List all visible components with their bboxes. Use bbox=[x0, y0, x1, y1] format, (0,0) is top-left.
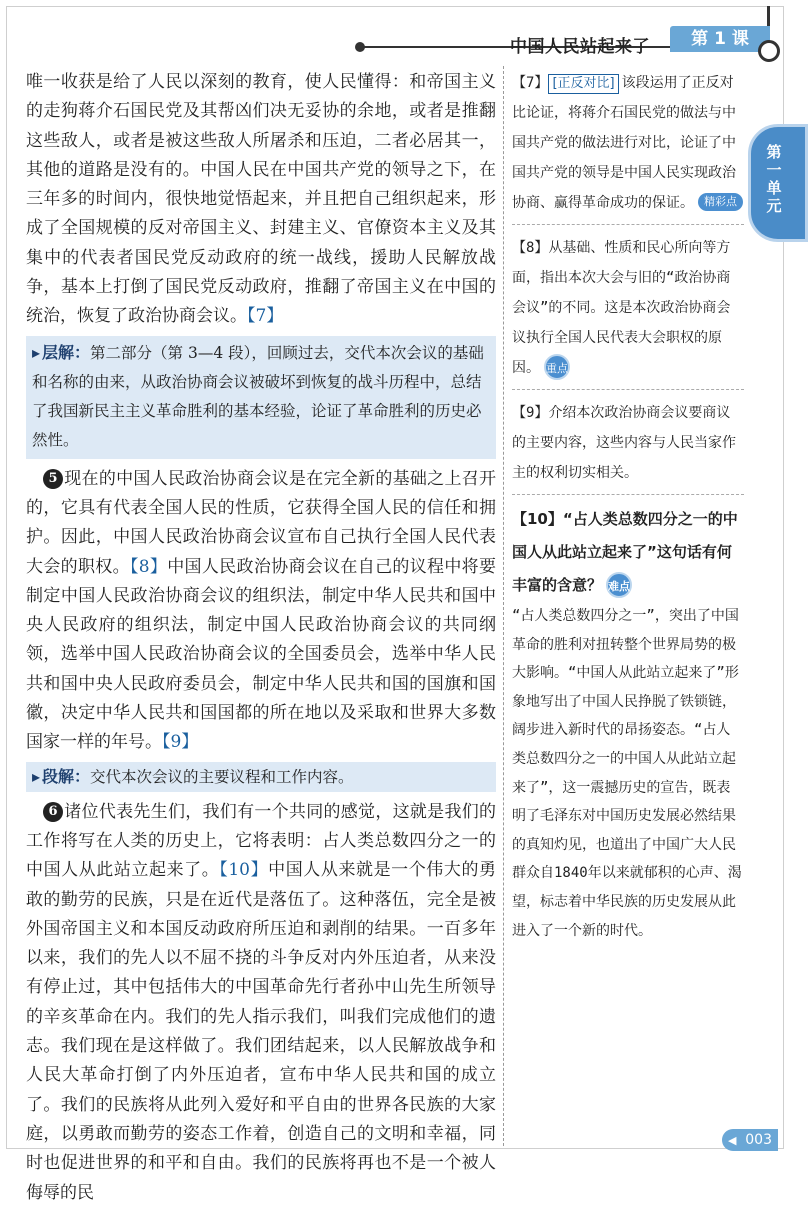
paragraph-number-6: 6 bbox=[43, 802, 63, 822]
note-question-10: 【10】“占人类总数四分之一的中国人从此站立起来了”这句话有何丰富的含意？ 难点 bbox=[512, 503, 744, 602]
paragraph-analysis-label: ▸ 段解： bbox=[32, 767, 90, 786]
side-note-9: 【9】介绍本次政治协商会议要商议的主要内容，这些内容与人民当家作主的权利切实相关。 bbox=[512, 398, 744, 495]
note-number-8: 【8】 bbox=[512, 240, 549, 256]
annotation-mark-9[interactable]: 【9】 bbox=[162, 732, 199, 753]
side-note-10 bbox=[512, 503, 744, 951]
difficulty-badge-icon: 难点 bbox=[606, 572, 632, 598]
note-number-7: 【7】 bbox=[512, 75, 549, 91]
bookmark-ring-icon bbox=[758, 40, 780, 62]
paragraph-4-continued: 唯一收获是给了人民以深刻的教育，使人民懂得：和帝国主义的走狗蒋介石国民党及其帮凶们决无妥协的余地，或者是推翻这些敌人，或者是被这些敌人所屠杀和压迫，二者必居其一，其他的道路是没有的。中国人民在中国共产党的领导之下，在三年多的时间内，很快地觉悟起来，并且把自己组织起来，形成了全国规模的反对帝国主义、封建主义、官僚资本主义及其集中的代表者国民党反动政府的统一战线，援助人民解放战争，基本上打倒了国民党反动政府，推翻了帝国主义在中国的统治，恢复了政治协商会议。【7】 bbox=[26, 72, 496, 327]
header-dot bbox=[355, 42, 365, 52]
paragraph-analysis-box bbox=[26, 762, 496, 792]
page-title: 中国人民站起来了 bbox=[510, 37, 650, 57]
paragraph-6: 6 诸位代表先生们，我们有一个共同的感觉，这就是我们的工作将写在人类的历史上，它将表明：占人类总数四分之一的中国人从此站立起来了。【10】中国人从来就是一个伟大的勇敢的勤劳的民族，只是在近代是落伍了。这种落伍，完全是被外国帝国主义和本国反动政府所压迫和剥削的结果。一百多年以来，我们的先人以不屈不挠的斗争反对内外压迫者，从来没有停止过，其中包括伟大的中国革命先行者孙中山先生所领导的辛亥革命在内。我们的先人指示我们，叫我们完成他们的遗志。我们现在是这样做了。我们团结起来，以人民解放战争和人民大革命打倒了内外压迫者，宣布中华人民共和国的成立了。我们的民族将从此列入爱好和平自由的世界各民族的大家庭，以勇敢而勤劳的姿态工作着，创造自己的文明和幸福，同时也促进世界的和平和自由。我们的民族将再也不是一个被人侮辱的民 bbox=[26, 801, 497, 1203]
main-text-column bbox=[26, 68, 496, 1208]
unit-tab[interactable] bbox=[748, 124, 808, 242]
annotation-mark-8[interactable]: 【8】 bbox=[129, 556, 168, 577]
column-divider bbox=[503, 66, 504, 1146]
key-point-badge-icon: 重点 bbox=[544, 354, 570, 380]
paragraph-analysis-text: 交代本次会议的主要议程和工作内容。 bbox=[90, 767, 354, 786]
section-analysis-text: 第二部分（第 3—4 段），回顾过去，交代本次会议的基础和名称的由来，从政治协商会议被破坏到恢复的战斗历程中，总结了我国新民主主义革命胜利的基本经验，论证了革命胜利的历史必然性。 bbox=[32, 343, 484, 449]
annotation-mark-10[interactable]: 【10】 bbox=[219, 860, 269, 881]
note-answer-10: “占人类总数四分之一”，突出了中国革命的胜利对扭转整个世界局势的极大影响。“中国人从此站立起来了”形象地写出了中国人民挣脱了铁锁链，阔步进入新时代的昂扬姿态。“占人类总数四分之一的中国人从此站立起来了”，这一震撼历史的宣告，既表明了毛泽东对中国历史发展必然结果的真知灼见，也道出了中国广大人民群众自1840年以来就郁积的心声、渴望，标志着中华民族的历史发展从此进入了一个新的时代。 bbox=[512, 608, 742, 939]
note-tag-contrast: [正反对比] bbox=[548, 74, 618, 94]
side-note-7: 【7】 [正反对比] 该段运用了正反对比论证，将蒋介石国民党的做法与中国共产党的做法进行对比，论证了中国共产党的领导是中国人民实现政治协商、赢得革命成功的保证。 精彩点 bbox=[512, 68, 744, 225]
section-analysis-label: ▸ 层解： bbox=[32, 343, 90, 362]
paragraph-5: 5 现在的中国人民政治协商会议是在完全新的基础之上召开的，它具有代表全国人民的性质，它获得全国人民的信任和拥护。因此，中国人民政治协商会议宣布自己执行全国人民代表大会的职权。【8】中国人民政治协商会议在自己的议程中将要制定中国人民政治协商会议的组织法，制定中华人民共和国中央人民政府的组织法，制定中国人民政治协商会议的共同纲领，选举中国人民政治协商会议的全国委员会，选举中华人民共和国中央人民政府委员会，制定中华人民共和国的国旗和国徽，决定中华人民共和国国都的所在地以及采取和世界大多数国家一样的年号。【9】 bbox=[26, 468, 496, 753]
unit-tab-label: 第一单元 bbox=[766, 143, 782, 215]
highlight-badge-icon: 精彩点 bbox=[698, 193, 743, 211]
section-analysis-box bbox=[26, 336, 496, 459]
annotation-mark-7[interactable]: 【7】 bbox=[247, 306, 284, 327]
page-arrow-icon: ◀ bbox=[728, 1134, 737, 1147]
lesson-badge: 第 1 课 bbox=[670, 26, 770, 52]
paragraph-number-5: 5 bbox=[43, 469, 63, 489]
page-number: 003 bbox=[722, 1129, 778, 1151]
side-notes-column bbox=[512, 68, 744, 959]
side-note-8: 【8】从基础、性质和民心所向等方面，指出本次大会与旧的“政治协商会议”的不同。这是本次政治协商会议执行全国人民代表大会职权的原因。 重点 bbox=[512, 233, 744, 390]
note-number-9: 【9】 bbox=[512, 405, 549, 421]
